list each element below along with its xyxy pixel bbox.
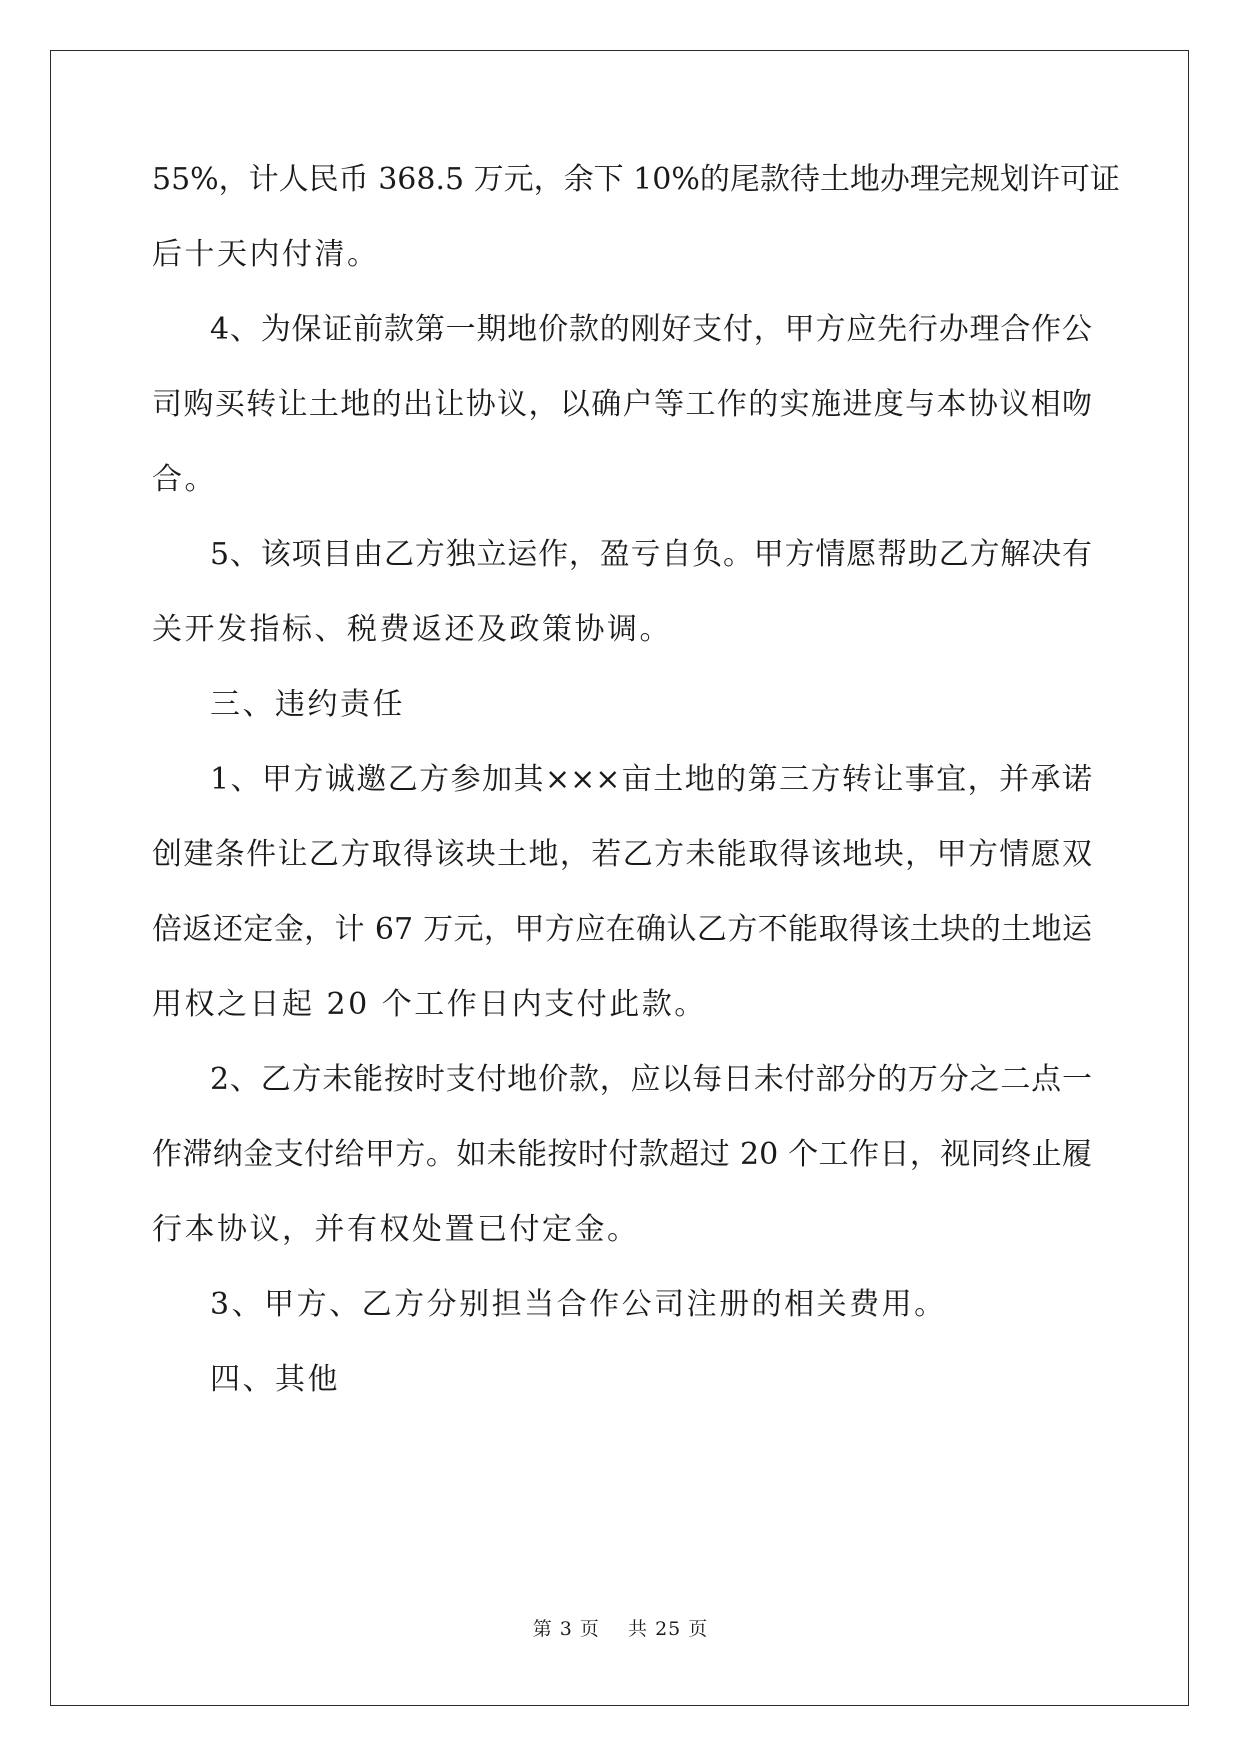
page-total: 共 25 页 (628, 1618, 709, 1640)
page-border (50, 50, 1189, 1706)
text-line: 后十天内付清。 (152, 237, 380, 272)
section-heading: 四、其他 (210, 1362, 340, 1397)
page-footer (0, 1614, 1241, 1641)
text-line: 合。 (152, 462, 217, 497)
text-line: 用权之日起 20 个工作日内支付此款。 (152, 987, 707, 1022)
section-heading: 三、违约责任 (210, 687, 405, 722)
text-line: 5、该项目由乙方独立运作，盈亏自负。甲方情愿帮助乙方解决有 (210, 537, 1092, 572)
text-line: 创建条件让乙方取得该块土地，若乙方未能取得该地块，甲方情愿双 (152, 837, 1092, 872)
text-line: 司购买转让土地的出让协议，以确户等工作的实施进度与本协议相吻 (152, 387, 1092, 422)
text-line: 作滞纳金支付给甲方。如未能按时付款超过 20 个工作日，视同终止履 (152, 1137, 1092, 1172)
text-line: 行本协议，并有权处置已付定金。 (152, 1212, 640, 1247)
text-line: 3、甲方、乙方分别担当合作公司注册的相关费用。 (210, 1287, 947, 1322)
text-line: 55%，计人民币 368.5 万元，余下 10%的尾款待土地办理完规划许可证 (152, 162, 1120, 197)
text-line: 倍返还定金，计 67 万元，甲方应在确认乙方不能取得该土块的土地运 (152, 912, 1092, 947)
text-line: 1、甲方诚邀乙方参加其×××亩土地的第三方转让事宜，并承诺 (210, 762, 1092, 797)
text-line: 2、乙方未能按时支付地价款，应以每日未付部分的万分之二点一 (210, 1062, 1092, 1097)
text-line: 4、为保证前款第一期地价款的刚好支付，甲方应先行办理合作公 (210, 312, 1092, 347)
text-line: 关开发指标、税费返还及政策协调。 (152, 612, 672, 647)
page-number: 第 3 页 (532, 1618, 600, 1640)
